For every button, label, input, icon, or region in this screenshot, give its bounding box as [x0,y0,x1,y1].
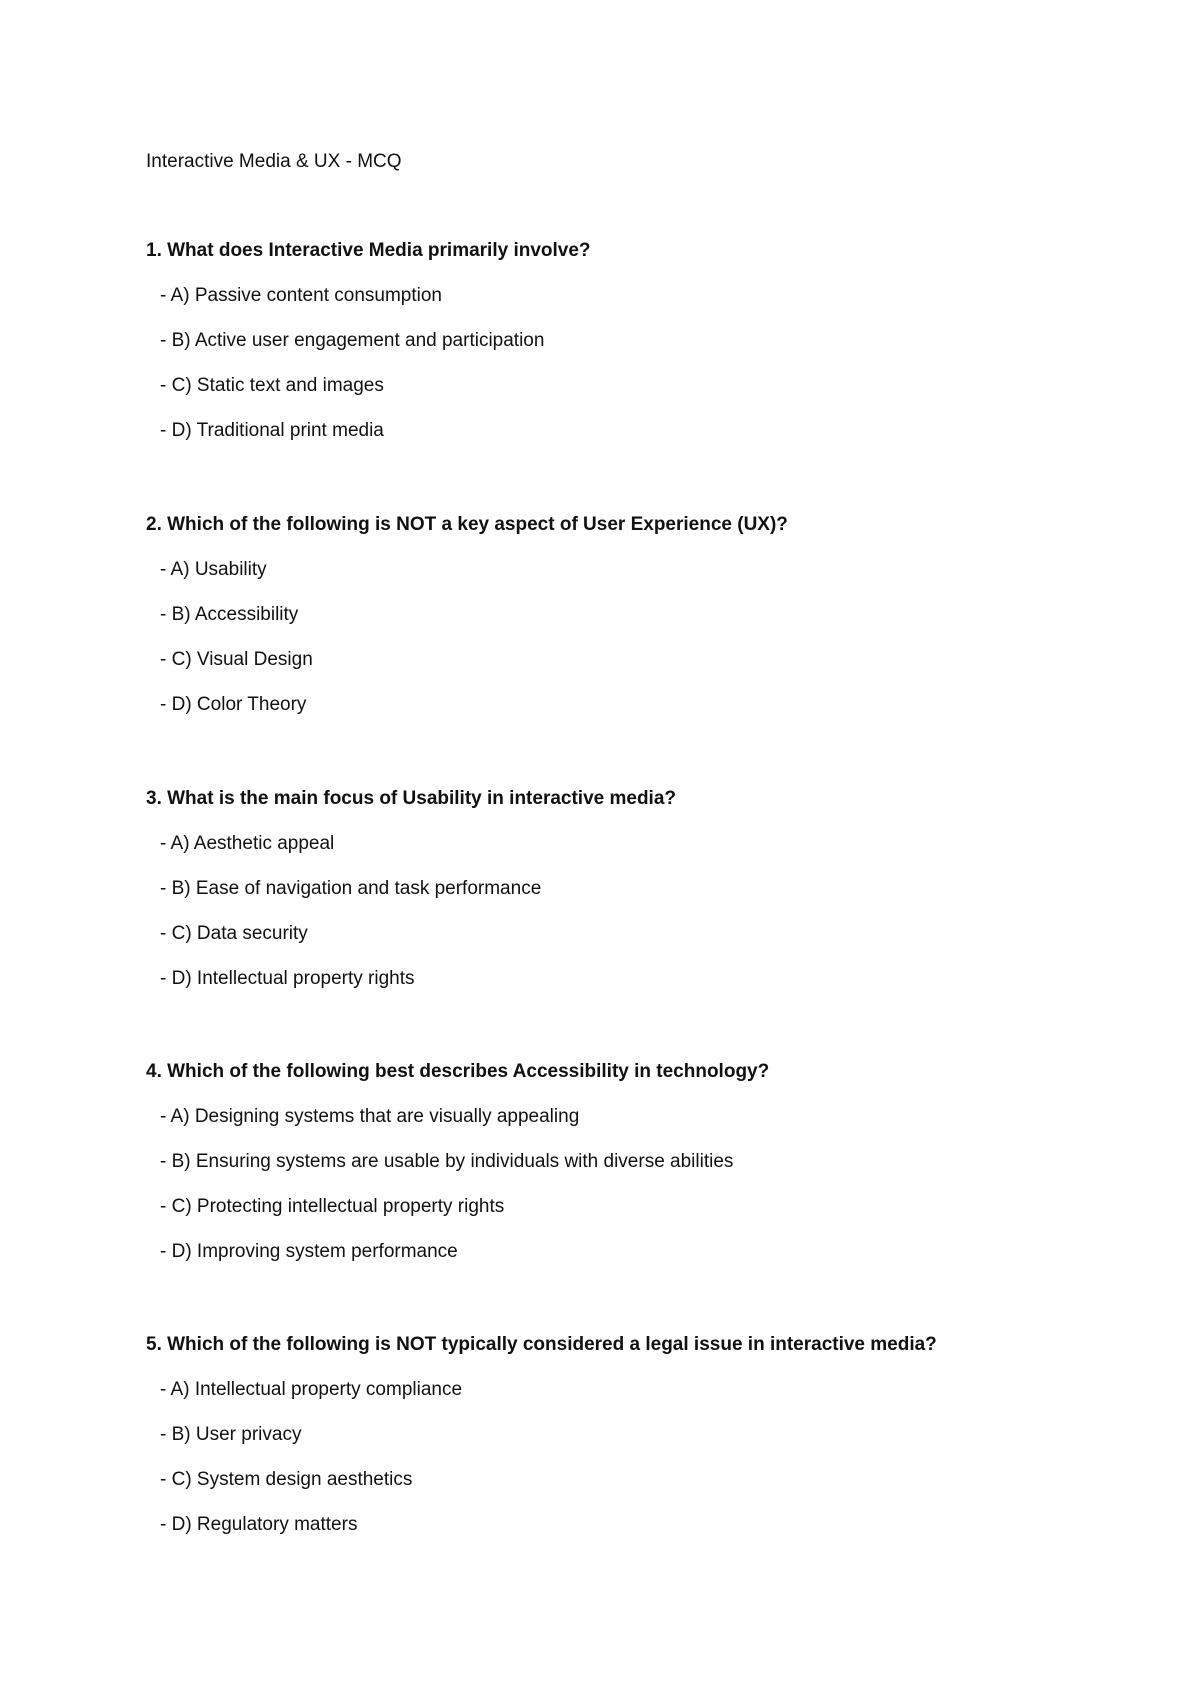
option-c: - C) System design aesthetics [160,1469,413,1490]
option-a: - A) Aesthetic appeal [160,833,335,854]
question-text: 2. Which of the following is NOT a key aspect of User Experience (UX)? [146,514,788,535]
option-a: - A) Usability [160,559,267,580]
question-text: 4. Which of the following best describes Accessibility in technology? [146,1061,770,1082]
option-b: - B) User privacy [160,1424,302,1445]
options-list [146,558,1146,717]
question-text: 3. What is the main focus of Usability in interactive media? [146,788,677,809]
options-list [146,1105,1146,1264]
option-d: - D) Traditional print media [160,420,384,441]
question-1 [146,239,1146,443]
question-5 [146,1333,1146,1537]
question-4 [146,1060,1146,1264]
option-b: - B) Accessibility [160,604,299,625]
option-a: - A) Designing systems that are visually appealing [160,1106,580,1127]
option-b: - B) Ease of navigation and task performance [160,878,542,899]
option-d: - D) Intellectual property rights [160,968,415,989]
option-a: - A) Passive content consumption [160,285,442,306]
options-list [146,284,1146,443]
question-text: 5. Which of the following is NOT typically considered a legal issue in interactive media? [146,1334,937,1355]
option-d: - D) Improving system performance [160,1241,458,1262]
option-d: - D) Regulatory matters [160,1514,358,1535]
option-a: - A) Intellectual property compliance [160,1379,463,1400]
option-d: - D) Color Theory [160,694,307,715]
question-text: 1. What does Interactive Media primarily involve? [146,240,591,261]
option-c: - C) Protecting intellectual property rights [160,1196,505,1217]
option-c: - C) Static text and images [160,375,384,396]
option-b: - B) Ensuring systems are usable by individuals with diverse abilities [160,1151,734,1172]
options-list [146,1378,1146,1537]
option-c: - C) Visual Design [160,649,313,670]
question-2 [146,513,1146,717]
question-3 [146,787,1146,991]
document-title: Interactive Media & UX - MCQ [146,151,402,172]
option-c: - C) Data security [160,923,308,944]
options-list [146,832,1146,991]
option-b: - B) Active user engagement and participation [160,330,545,351]
